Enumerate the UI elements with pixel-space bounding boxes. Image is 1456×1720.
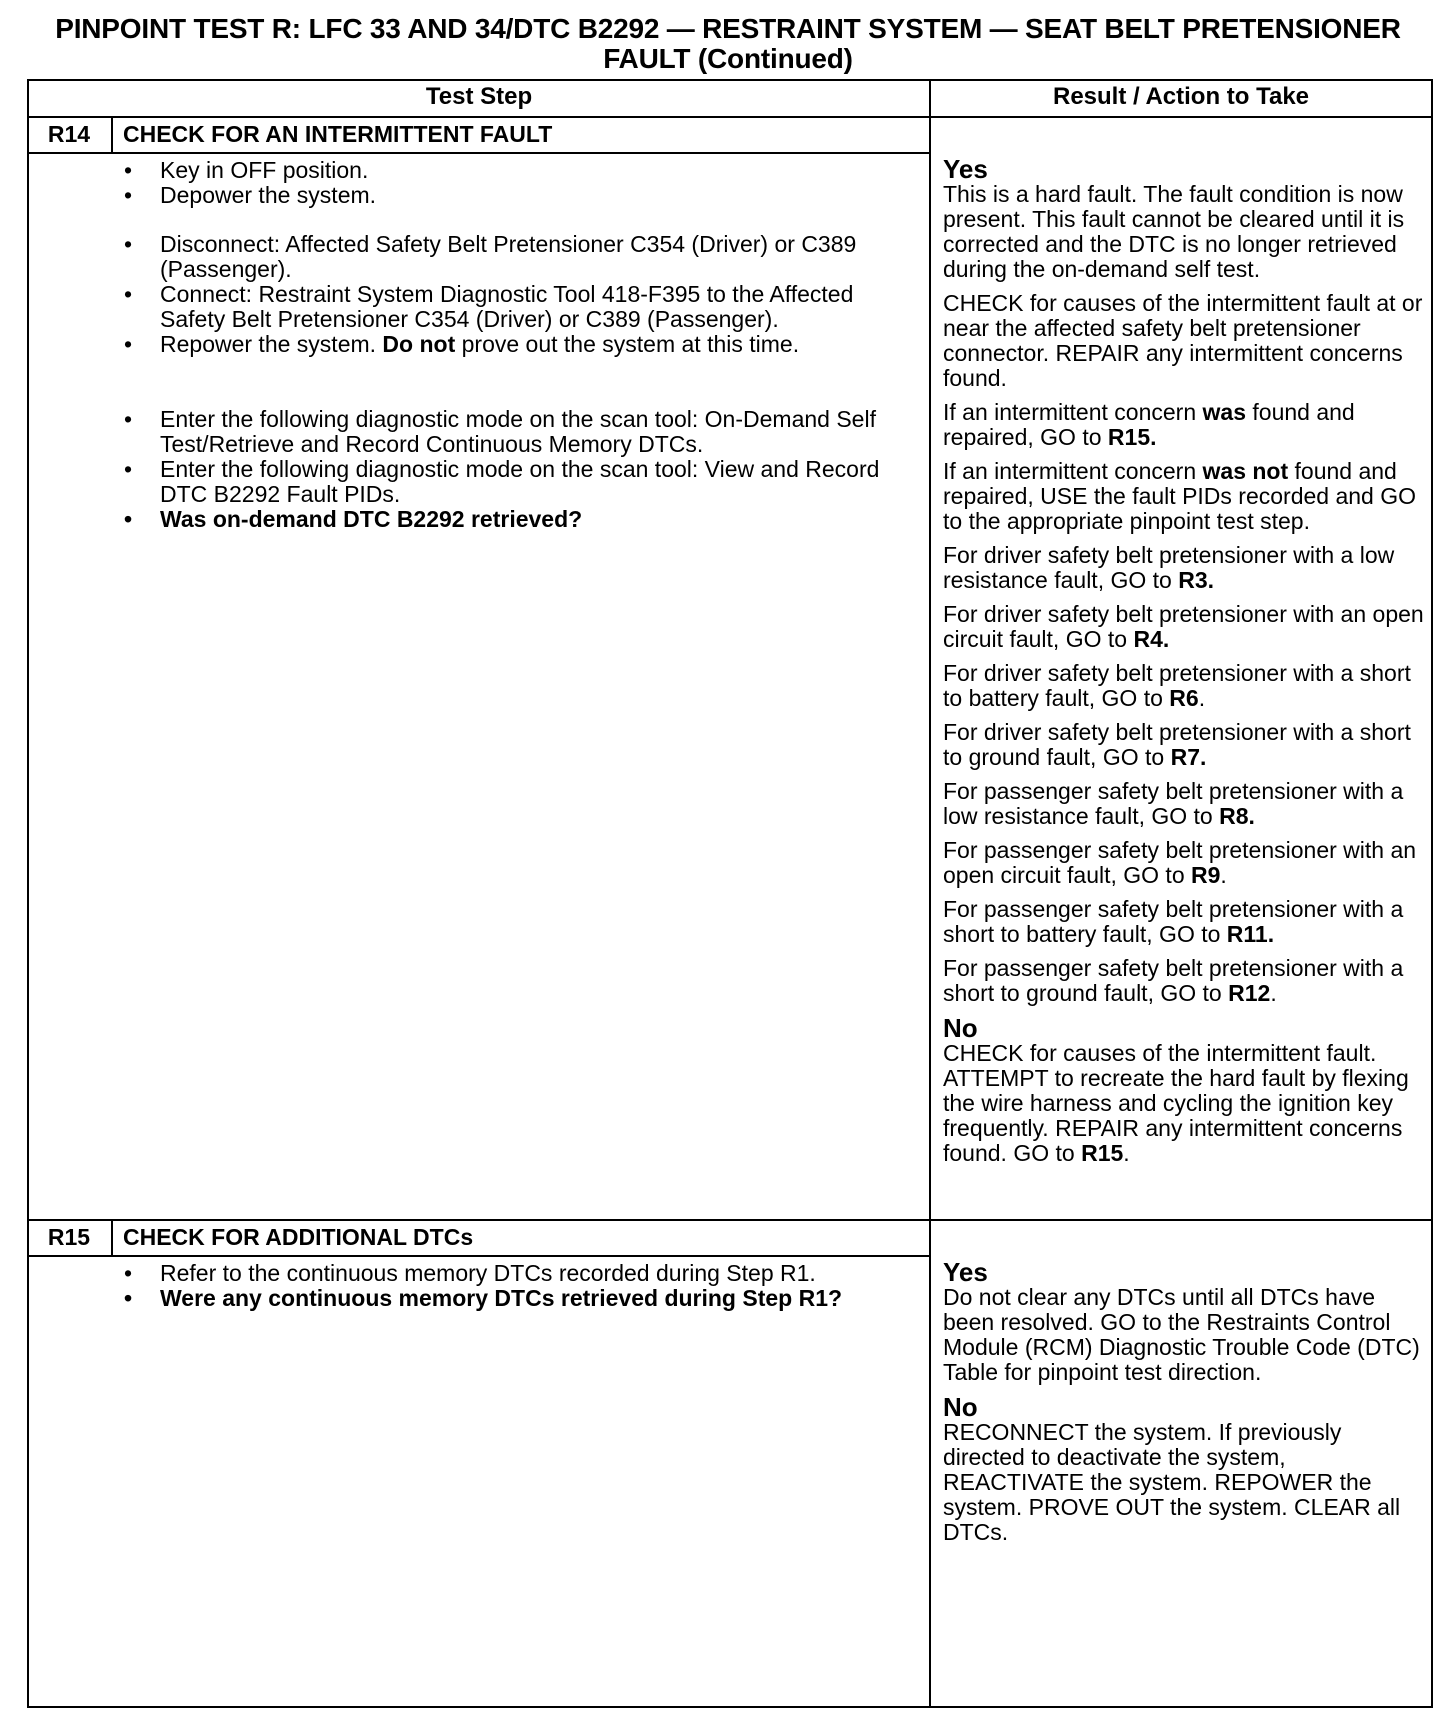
r14-yes-text: If an intermittent concern was found and repaired, GO to R15. [943,399,1355,450]
list-item: • Refer to the continuous memory DTCs recorded during Step R1. [124,1260,816,1286]
r14-test-steps [118,158,908,532]
list-item: • Connect: Restraint System Diagnostic Tool 418-F395 to the Affected Safety Belt Pretensioner C354 (Driver) or C389 (Passenger). [124,281,854,332]
r14-no-label: No [943,1013,978,1043]
list-item: • Repower the system. Do not prove out the system at this time. [124,331,800,357]
bullet-icon: • [124,506,133,532]
list-item: • Were any continuous memory DTCs retrieved during Step R1? [124,1285,843,1311]
header-result: Result / Action to Take [1052,83,1310,110]
r14-yes-text: For passenger safety belt pretensioner with an open circuit fault, GO to R9. [943,837,1417,888]
bullet-icon: • [124,1260,133,1286]
r15-step-id: R15 [47,1224,91,1250]
r14-step-id: R14 [47,121,91,147]
r14-result [943,156,1427,1175]
r14-yes-text: For passenger safety belt pretensioner with a short to battery fault, GO to R11. [943,896,1404,947]
page-title [20,14,1436,74]
r15-yes-text: Do not clear any DTCs until all DTCs have been resolved. GO to the Restraints Control Module (RCM) Diagnostic Trouble Code (DTC) Table for pinpoint test direction. [943,1284,1420,1385]
bullet-icon: • [124,456,133,482]
bullet-icon: • [124,331,133,357]
r15-test-steps [118,1261,908,1311]
r15-no-label: No [943,1392,978,1422]
r15-id-divider [111,1220,113,1257]
bullet-icon: • [124,406,133,432]
title-line-1: PINPOINT TEST R: LFC 33 AND 34/DTC B2292 — RESTRAINT SYSTEM — SEAT BELT PRETENSIONER [55,13,1401,44]
bullet-icon: • [124,182,133,208]
r14-yes-text: For passenger safety belt pretensioner with a short to ground fault, GO to R12. [943,955,1404,1006]
bullet-icon: • [124,1285,133,1311]
r14-no-text: CHECK for causes of the intermittent fault. ATTEMPT to recreate the hard fault by flexing the wire harness and cycling the ignition key frequently. REPAIR any intermittent concerns found. GO to R15. [943,1040,1409,1166]
list-item: • Key in OFF position. [124,157,369,183]
r14-yes-text: If an intermittent concern was not found and repaired, USE the fault PIDs recorded and GO to the appropriate pinpoint test step. [943,458,1417,534]
title-line-2: FAULT (Continued) [603,43,853,74]
r14-yes-text: For driver safety belt pretensioner with a short to battery fault, GO to R6. [943,660,1411,711]
r14-id-divider [111,117,113,154]
bullet-icon: • [124,231,133,257]
r14-title-rule [27,152,930,154]
r14-yes-text: For driver safety belt pretensioner with a short to ground fault, GO to R7. [943,719,1411,770]
list-item: • Enter the following diagnostic mode on the scan tool: On-Demand Self Test/Retrieve and Record Continuous Memory DTCs. [124,406,876,457]
bullet-icon: • [124,157,133,183]
r15-step-title: CHECK FOR ADDITIONAL DTCs [123,1224,474,1250]
r15-title-rule [27,1255,930,1257]
list-item: • Enter the following diagnostic mode on the scan tool: View and Record DTC B2292 Fault PIDs. [124,456,880,507]
r15-result [943,1259,1427,1554]
list-item: • Depower the system. [124,182,377,208]
list-item: • Was on-demand DTC B2292 retrieved? [124,506,583,532]
r15-no-text: RECONNECT the system. If previously directed to deactivate the system, REACTIVATE the system. REPOWER the system. PROVE OUT the system. CLEAR all DTCs. [943,1419,1401,1545]
r14-yes-text: For driver safety belt pretensioner with an open circuit fault, GO to R4. [943,601,1424,652]
r15-yes-label: Yes [943,1257,988,1287]
column-divider [929,79,931,1708]
r14-yes-label: Yes [943,154,988,184]
r14-yes-text: This is a hard fault. The fault condition is now present. This fault cannot be cleared until it is corrected and the DTC is no longer retrieved during the on-demand self test. [943,181,1405,282]
r14-yes-text: For driver safety belt pretensioner with a low resistance fault, GO to R3. [943,542,1395,593]
r14-step-title: CHECK FOR AN INTERMITTENT FAULT [123,121,553,147]
r14-yes-text: CHECK for causes of the intermittent fault at or near the affected safety belt pretensioner connector. REPAIR any intermittent concerns found. [943,290,1423,391]
r14-yes-text: For passenger safety belt pretensioner with a low resistance fault, GO to R8. [943,778,1404,829]
header-test-step: Test Step [425,83,533,110]
list-item: • Disconnect: Affected Safety Belt Pretensioner C354 (Driver) or C389 (Passenger). [124,231,857,282]
bullet-icon: • [124,281,133,307]
